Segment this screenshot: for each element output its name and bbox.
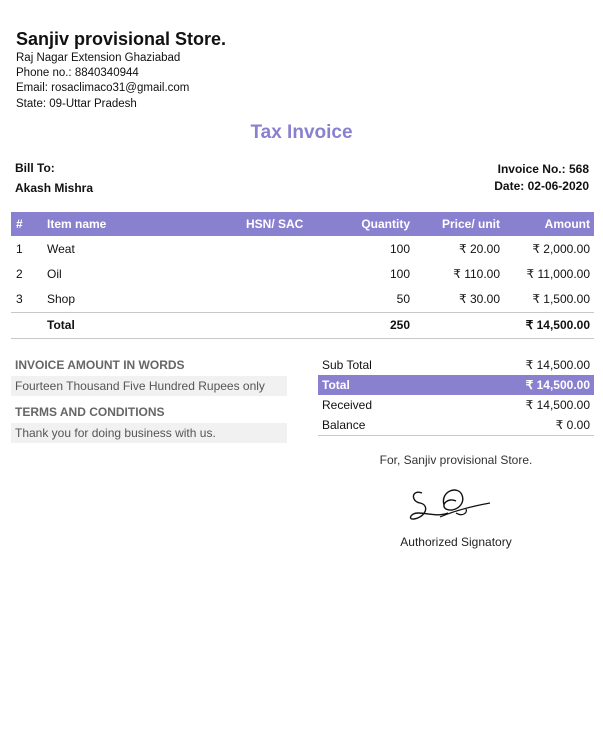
store-name: Sanjiv provisional Store. (16, 29, 227, 49)
store-state: State: 09-Uttar Pradesh (16, 98, 137, 110)
invoice-number: Invoice No.: 568 (497, 162, 589, 176)
store-address: Raj Nagar Extension Ghaziabad (16, 52, 181, 64)
header-item-name: Item name (47, 217, 107, 231)
total-quantity: 250 (389, 318, 410, 332)
row-item-name: Oil (47, 267, 62, 281)
balance-value: ₹ 0.00 (555, 418, 590, 432)
total-amount: ₹ 14,500.00 (525, 318, 590, 332)
header-num: # (16, 217, 23, 231)
balance-label: Balance (322, 418, 366, 432)
table-row (11, 287, 594, 312)
row-amount: ₹ 1,500.00 (532, 292, 590, 306)
row-price: ₹ 110.00 (453, 267, 500, 281)
store-email: Email: rosaclimaco31@gmail.com (16, 82, 190, 94)
received-label: Received (322, 398, 373, 412)
sub-total-label: Sub Total (322, 358, 372, 372)
store-phone: Phone no.: 8840340944 (16, 67, 139, 79)
total-label: Total (47, 318, 75, 332)
row-amount: ₹ 2,000.00 (532, 242, 590, 256)
sub-total-row (318, 355, 594, 375)
authorized-signatory: Authorized Signatory (400, 535, 512, 549)
table-row (11, 262, 594, 287)
row-num: 3 (16, 292, 23, 306)
summary-total-value: ₹ 14,500.00 (525, 378, 590, 392)
row-num: 2 (16, 267, 23, 281)
header-price: Price/ unit (441, 217, 500, 231)
amount-words-text: Fourteen Thousand Five Hundred Rupees only (11, 376, 287, 396)
received-value: ₹ 14,500.00 (525, 398, 590, 412)
summary-total-label: Total (322, 378, 350, 392)
row-num: 1 (16, 242, 23, 256)
header-amount: Amount (544, 217, 590, 231)
received-row (318, 395, 594, 415)
table-body (11, 236, 594, 312)
row-amount: ₹ 11,000.00 (526, 267, 590, 281)
row-quantity: 50 (396, 292, 410, 306)
row-quantity: 100 (389, 242, 410, 256)
row-price: ₹ 20.00 (459, 242, 500, 256)
total-row (11, 312, 594, 339)
amount-words-heading: INVOICE AMOUNT IN WORDS (15, 358, 185, 372)
row-item-name: Shop (47, 292, 76, 306)
invoice-title: Tax Invoice (250, 122, 353, 143)
items-table (11, 212, 594, 339)
header-quantity: Quantity (361, 217, 410, 231)
row-quantity: 100 (389, 267, 410, 281)
signature-image (404, 483, 496, 529)
terms-text: Thank you for doing business with us. (11, 423, 287, 443)
balance-row (318, 415, 594, 435)
header-hsn: HSN/ SAC (246, 217, 304, 231)
row-item-name: Weat (47, 242, 75, 256)
summary-box (318, 355, 594, 436)
summary-total-row (318, 375, 594, 395)
table-row (11, 237, 594, 262)
row-price: ₹ 30.00 (459, 292, 500, 306)
bill-to-label: Bill To: (15, 161, 55, 175)
invoice-date: Date: 02-06-2020 (494, 179, 589, 193)
for-store-text: For, Sanjiv provisional Store. (379, 453, 533, 467)
table-header (11, 212, 594, 236)
bill-to-name: Akash Mishra (15, 181, 94, 195)
sub-total-value: ₹ 14,500.00 (525, 358, 590, 372)
terms-heading: TERMS AND CONDITIONS (15, 405, 165, 419)
